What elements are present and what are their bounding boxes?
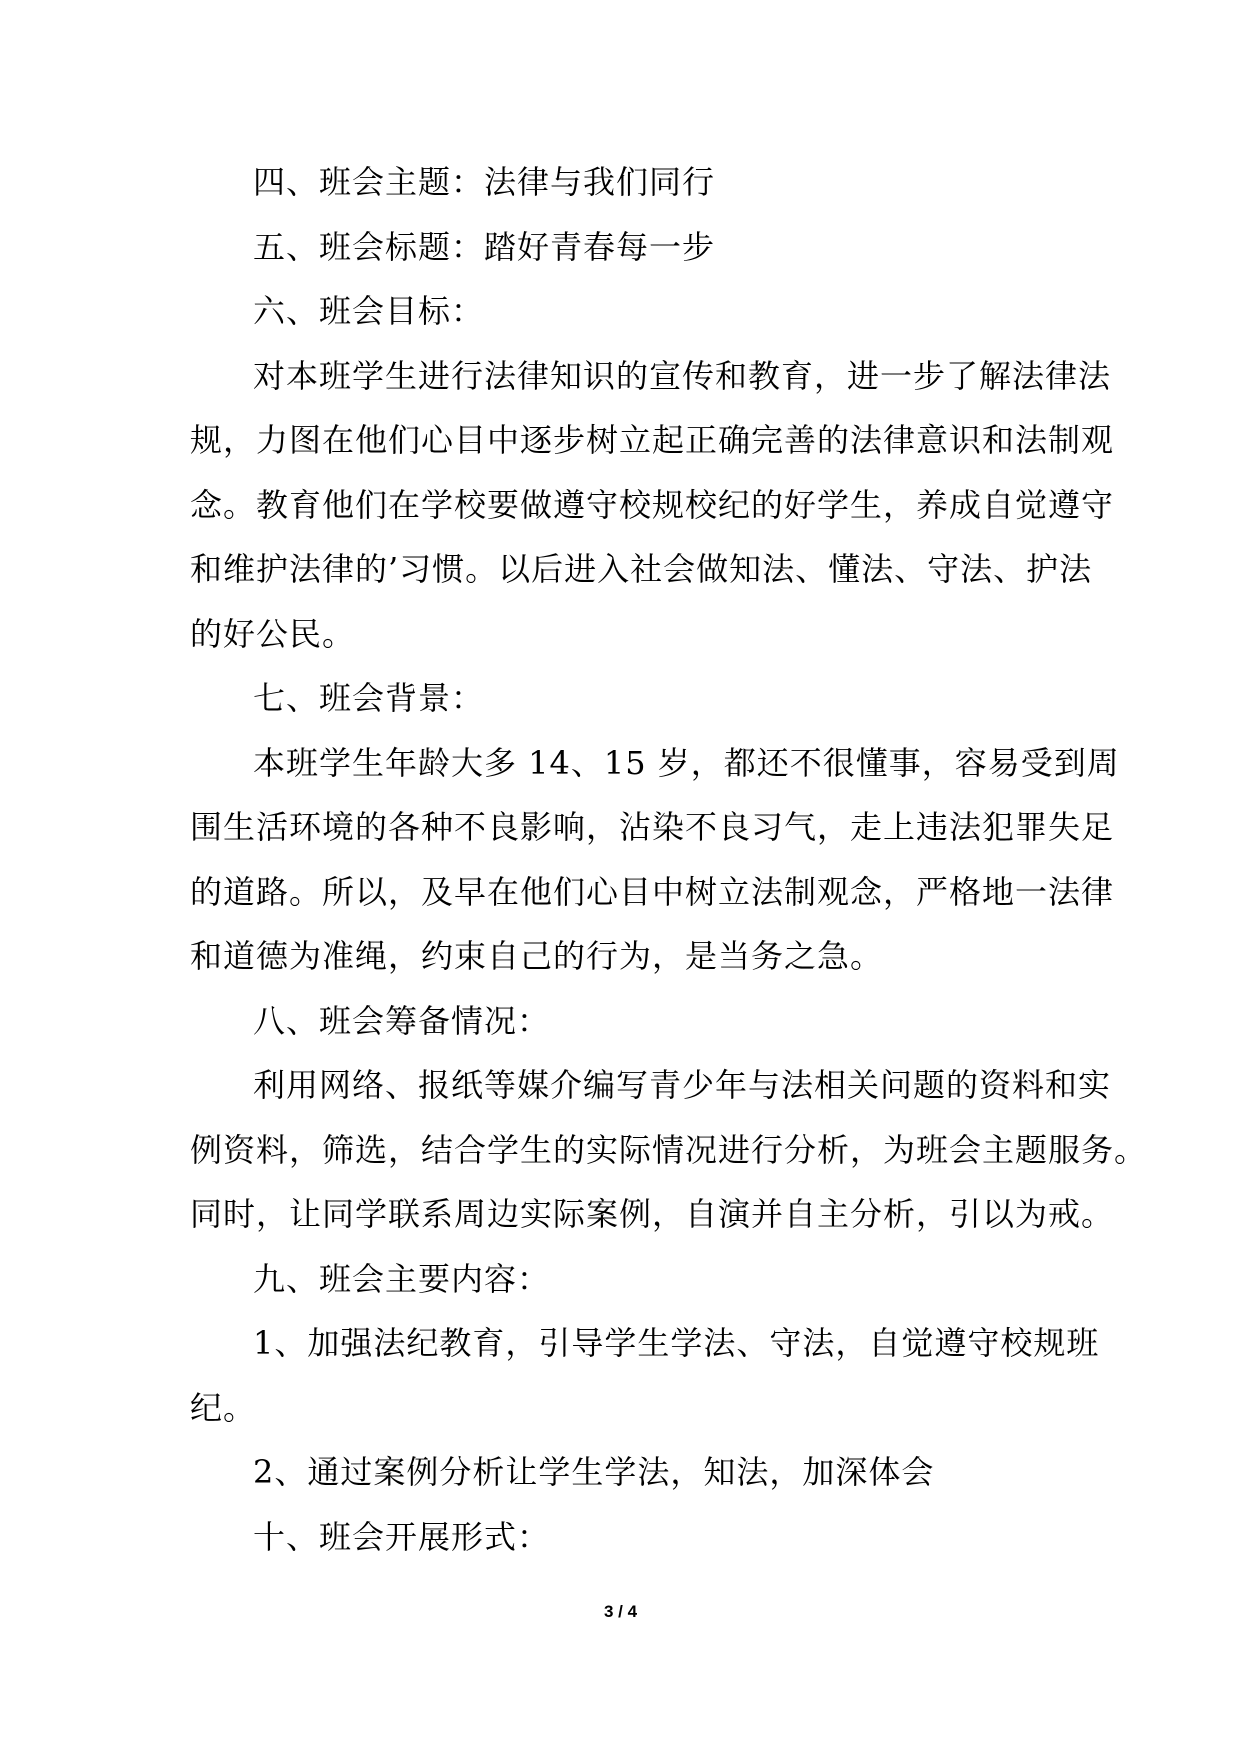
paragraph-line: 围生活环境的各种不良影响，沾染不良习气，走上违法犯罪失足 [190, 808, 1115, 846]
page-number: 3 / 4 [603, 1602, 638, 1621]
paragraph-line: 例资料，筛选，结合学生的实际情况进行分析，为班会主题服务。 [190, 1130, 1148, 1169]
paragraph-line: 和道德为准绳，约束自己的行为，是当务之急。 [190, 937, 884, 975]
paragraph-line: 六、班会目标： [253, 292, 485, 330]
paragraph-line: 和维护法律的’习惯。以后进入社会做知法、懂法、守法、护法 [190, 550, 1093, 588]
paragraph-line: 四、班会主题：法律与我们同行 [253, 163, 716, 201]
paragraph-line: 2、通过案例分析让学生学法，知法，加深体会 [253, 1453, 935, 1491]
paragraph-line: 1、加强法纪教育，引导学生学法、守法，自觉遵守校规班 [253, 1324, 1100, 1362]
paragraph-line: 八、班会筹备情况： [253, 1001, 551, 1040]
paragraph-line: 规，力图在他们心目中逐步树立起正确完善的法律意识和法制观 [190, 421, 1115, 459]
paragraph-line: 的好公民。 [190, 614, 356, 653]
paragraph-line: 利用网络、报纸等媒介编写青少年与法相关问题的资料和实 [253, 1066, 1112, 1104]
paragraph-line: 念。教育他们在学校要做遵守校规校纪的好学生，养成自觉遵守 [190, 485, 1115, 524]
paragraph-line: 七、班会背景： [253, 679, 485, 717]
paragraph-line: 纪。 [190, 1388, 257, 1427]
paragraph-line: 五、班会标题：踏好青春每一步 [253, 227, 716, 266]
document-body [190, 150, 1148, 1569]
paragraph-line: 对本班学生进行法律知识的宣传和教育，进一步了解法律法 [253, 356, 1112, 395]
paragraph-line: 的道路。所以，及早在他们心目中树立法制观念，严格地一法律 [190, 872, 1115, 911]
paragraph-line: 同时，让同学联系周边实际案例，自演并自主分析，引以为戒。 [190, 1195, 1115, 1233]
paragraph-line: 十、班会开展形式： [253, 1517, 551, 1556]
paragraph-line: 九、班会主要内容： [253, 1259, 551, 1298]
paragraph-line: 本班学生年龄大多 14、15 岁，都还不很懂事，容易受到周 [253, 743, 1120, 782]
